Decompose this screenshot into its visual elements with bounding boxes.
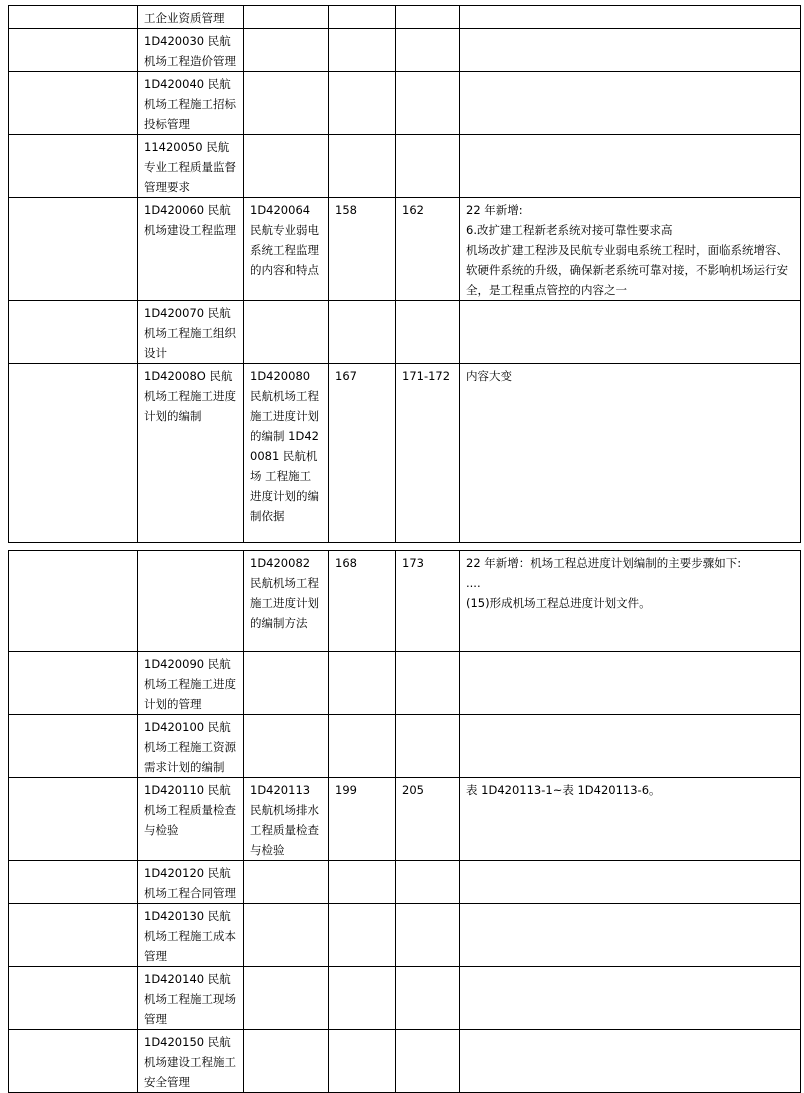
table-row <box>9 967 801 1030</box>
chapter-cell: 1D420070 民航机场工程施工组织设计 <box>138 301 244 364</box>
note-line: .... <box>466 576 481 590</box>
note-line: 机场改扩建工程涉及民航专业弱电系统工程时，面临系统增容、软硬件系统的升级，确保新老系统可靠对接，不影响机场运行安全，是工程重点管控的内容之一 <box>466 243 788 297</box>
chapter-cell: 11420050 民航专业工程质量监督管理要求 <box>138 135 244 198</box>
note-cell <box>460 29 801 72</box>
blank-cell <box>9 551 138 652</box>
chapter-cell: 工企业资质管理 <box>138 6 244 29</box>
new-page-cell: 171-172 <box>396 364 460 543</box>
chapter-cell <box>138 551 244 652</box>
old-page-cell <box>329 135 396 198</box>
table-row <box>9 135 801 198</box>
topic-cell <box>244 135 329 198</box>
blank-cell <box>9 301 138 364</box>
table-row <box>9 72 801 135</box>
chapter-cell: 1D42008O 民航机场工程施工进度计划的编制 <box>138 364 244 543</box>
new-page-cell: 205 <box>396 778 460 861</box>
blank-cell <box>9 135 138 198</box>
note-cell <box>460 198 801 301</box>
note-cell <box>460 6 801 29</box>
note-cell <box>460 715 801 778</box>
blank-cell <box>9 198 138 301</box>
blank-cell <box>9 861 138 904</box>
note-cell <box>460 551 801 652</box>
blank-cell <box>9 904 138 967</box>
new-page-cell: 162 <box>396 198 460 301</box>
topic-cell <box>244 29 329 72</box>
blank-cell <box>9 1030 138 1093</box>
table-row <box>9 198 801 301</box>
chapter-cell: 1D420140 民航机场工程施工现场管理 <box>138 967 244 1030</box>
table-row <box>9 301 801 364</box>
topic-cell: 1D420082 民航机场工程施工进度计划的编制方法 <box>244 551 329 652</box>
note-line: 22 年新增：机场工程总进度计划编制的主要步骤如下: <box>466 556 742 570</box>
comparison-table-upper <box>8 5 801 543</box>
chapter-cell: 1D420040 民航机场工程施工招标投标管理 <box>138 72 244 135</box>
comparison-table-lower <box>8 550 801 1093</box>
note-cell <box>460 301 801 364</box>
topic-cell <box>244 72 329 135</box>
note-cell <box>460 72 801 135</box>
old-page-cell <box>329 72 396 135</box>
blank-cell <box>9 652 138 715</box>
blank-cell <box>9 967 138 1030</box>
note-cell <box>460 135 801 198</box>
topic-cell <box>244 715 329 778</box>
old-page-cell <box>329 861 396 904</box>
note-cell <box>460 861 801 904</box>
blank-cell <box>9 72 138 135</box>
new-page-cell: 173 <box>396 551 460 652</box>
table-row <box>9 1030 801 1093</box>
old-page-cell <box>329 1030 396 1093</box>
note-cell <box>460 652 801 715</box>
topic-cell: 1D420113 民航机场排水工程质量检查与检验 <box>244 778 329 861</box>
new-page-cell <box>396 904 460 967</box>
old-page-cell: 167 <box>329 364 396 543</box>
new-page-cell <box>396 861 460 904</box>
table-row <box>9 715 801 778</box>
chapter-cell: 1D420150 民航机场建设工程施工安全管理 <box>138 1030 244 1093</box>
topic-cell <box>244 861 329 904</box>
note-line: 表 1D420113-1~表 1D420113-6。 <box>466 783 661 797</box>
topic-cell: 1D420064 民航专业弱电系统工程监理的内容和特点 <box>244 198 329 301</box>
new-page-cell <box>396 967 460 1030</box>
table-row <box>9 778 801 861</box>
blank-cell <box>9 29 138 72</box>
chapter-cell: 1D420030 民航机场工程造价管理 <box>138 29 244 72</box>
new-page-cell <box>396 301 460 364</box>
new-page-cell <box>396 6 460 29</box>
table-row <box>9 6 801 29</box>
new-page-cell <box>396 135 460 198</box>
table-row <box>9 652 801 715</box>
new-page-cell <box>396 29 460 72</box>
chapter-cell: 1D420060 民航机场建设工程监理 <box>138 198 244 301</box>
chapter-cell: 1D420120 民航机场工程合同管理 <box>138 861 244 904</box>
note-cell <box>460 904 801 967</box>
table-row <box>9 364 801 543</box>
blank-cell <box>9 778 138 861</box>
new-page-cell <box>396 72 460 135</box>
chapter-cell: 1D420100 民航机场工程施工资源需求计划的编制 <box>138 715 244 778</box>
old-page-cell: 168 <box>329 551 396 652</box>
old-page-cell <box>329 652 396 715</box>
topic-cell <box>244 301 329 364</box>
note-cell <box>460 1030 801 1093</box>
blank-cell <box>9 6 138 29</box>
note-line: (15)形成机场工程总进度计划文件。 <box>466 596 651 610</box>
table-row <box>9 29 801 72</box>
note-cell <box>460 967 801 1030</box>
new-page-cell <box>396 652 460 715</box>
topic-cell <box>244 1030 329 1093</box>
chapter-cell: 1D420090 民航机场工程施工进度计划的管理 <box>138 652 244 715</box>
new-page-cell <box>396 715 460 778</box>
note-line: 内容大变 <box>466 369 512 383</box>
old-page-cell <box>329 301 396 364</box>
topic-cell <box>244 6 329 29</box>
topic-cell: 1D420080 民航机场工程施工进度计划的编制 1D420081 民航机场 工程施工进度计划的编制依据 <box>244 364 329 543</box>
chapter-cell: 1D420110 民航机场工程质量检查与检验 <box>138 778 244 861</box>
table-row <box>9 551 801 652</box>
old-page-cell: 199 <box>329 778 396 861</box>
table-row <box>9 861 801 904</box>
topic-cell <box>244 652 329 715</box>
topic-cell <box>244 904 329 967</box>
table-row <box>9 904 801 967</box>
new-page-cell <box>396 1030 460 1093</box>
topic-cell <box>244 967 329 1030</box>
note-line: 6.改扩建工程新老系统对接可靠性要求高 <box>466 223 673 237</box>
blank-cell <box>9 364 138 543</box>
old-page-cell <box>329 715 396 778</box>
old-page-cell <box>329 904 396 967</box>
note-cell <box>460 364 801 543</box>
old-page-cell: 158 <box>329 198 396 301</box>
note-line: 22 年新增: <box>466 203 523 217</box>
old-page-cell <box>329 29 396 72</box>
old-page-cell <box>329 6 396 29</box>
chapter-cell: 1D420130 民航机场工程施工成本管理 <box>138 904 244 967</box>
old-page-cell <box>329 967 396 1030</box>
note-cell <box>460 778 801 861</box>
blank-cell <box>9 715 138 778</box>
